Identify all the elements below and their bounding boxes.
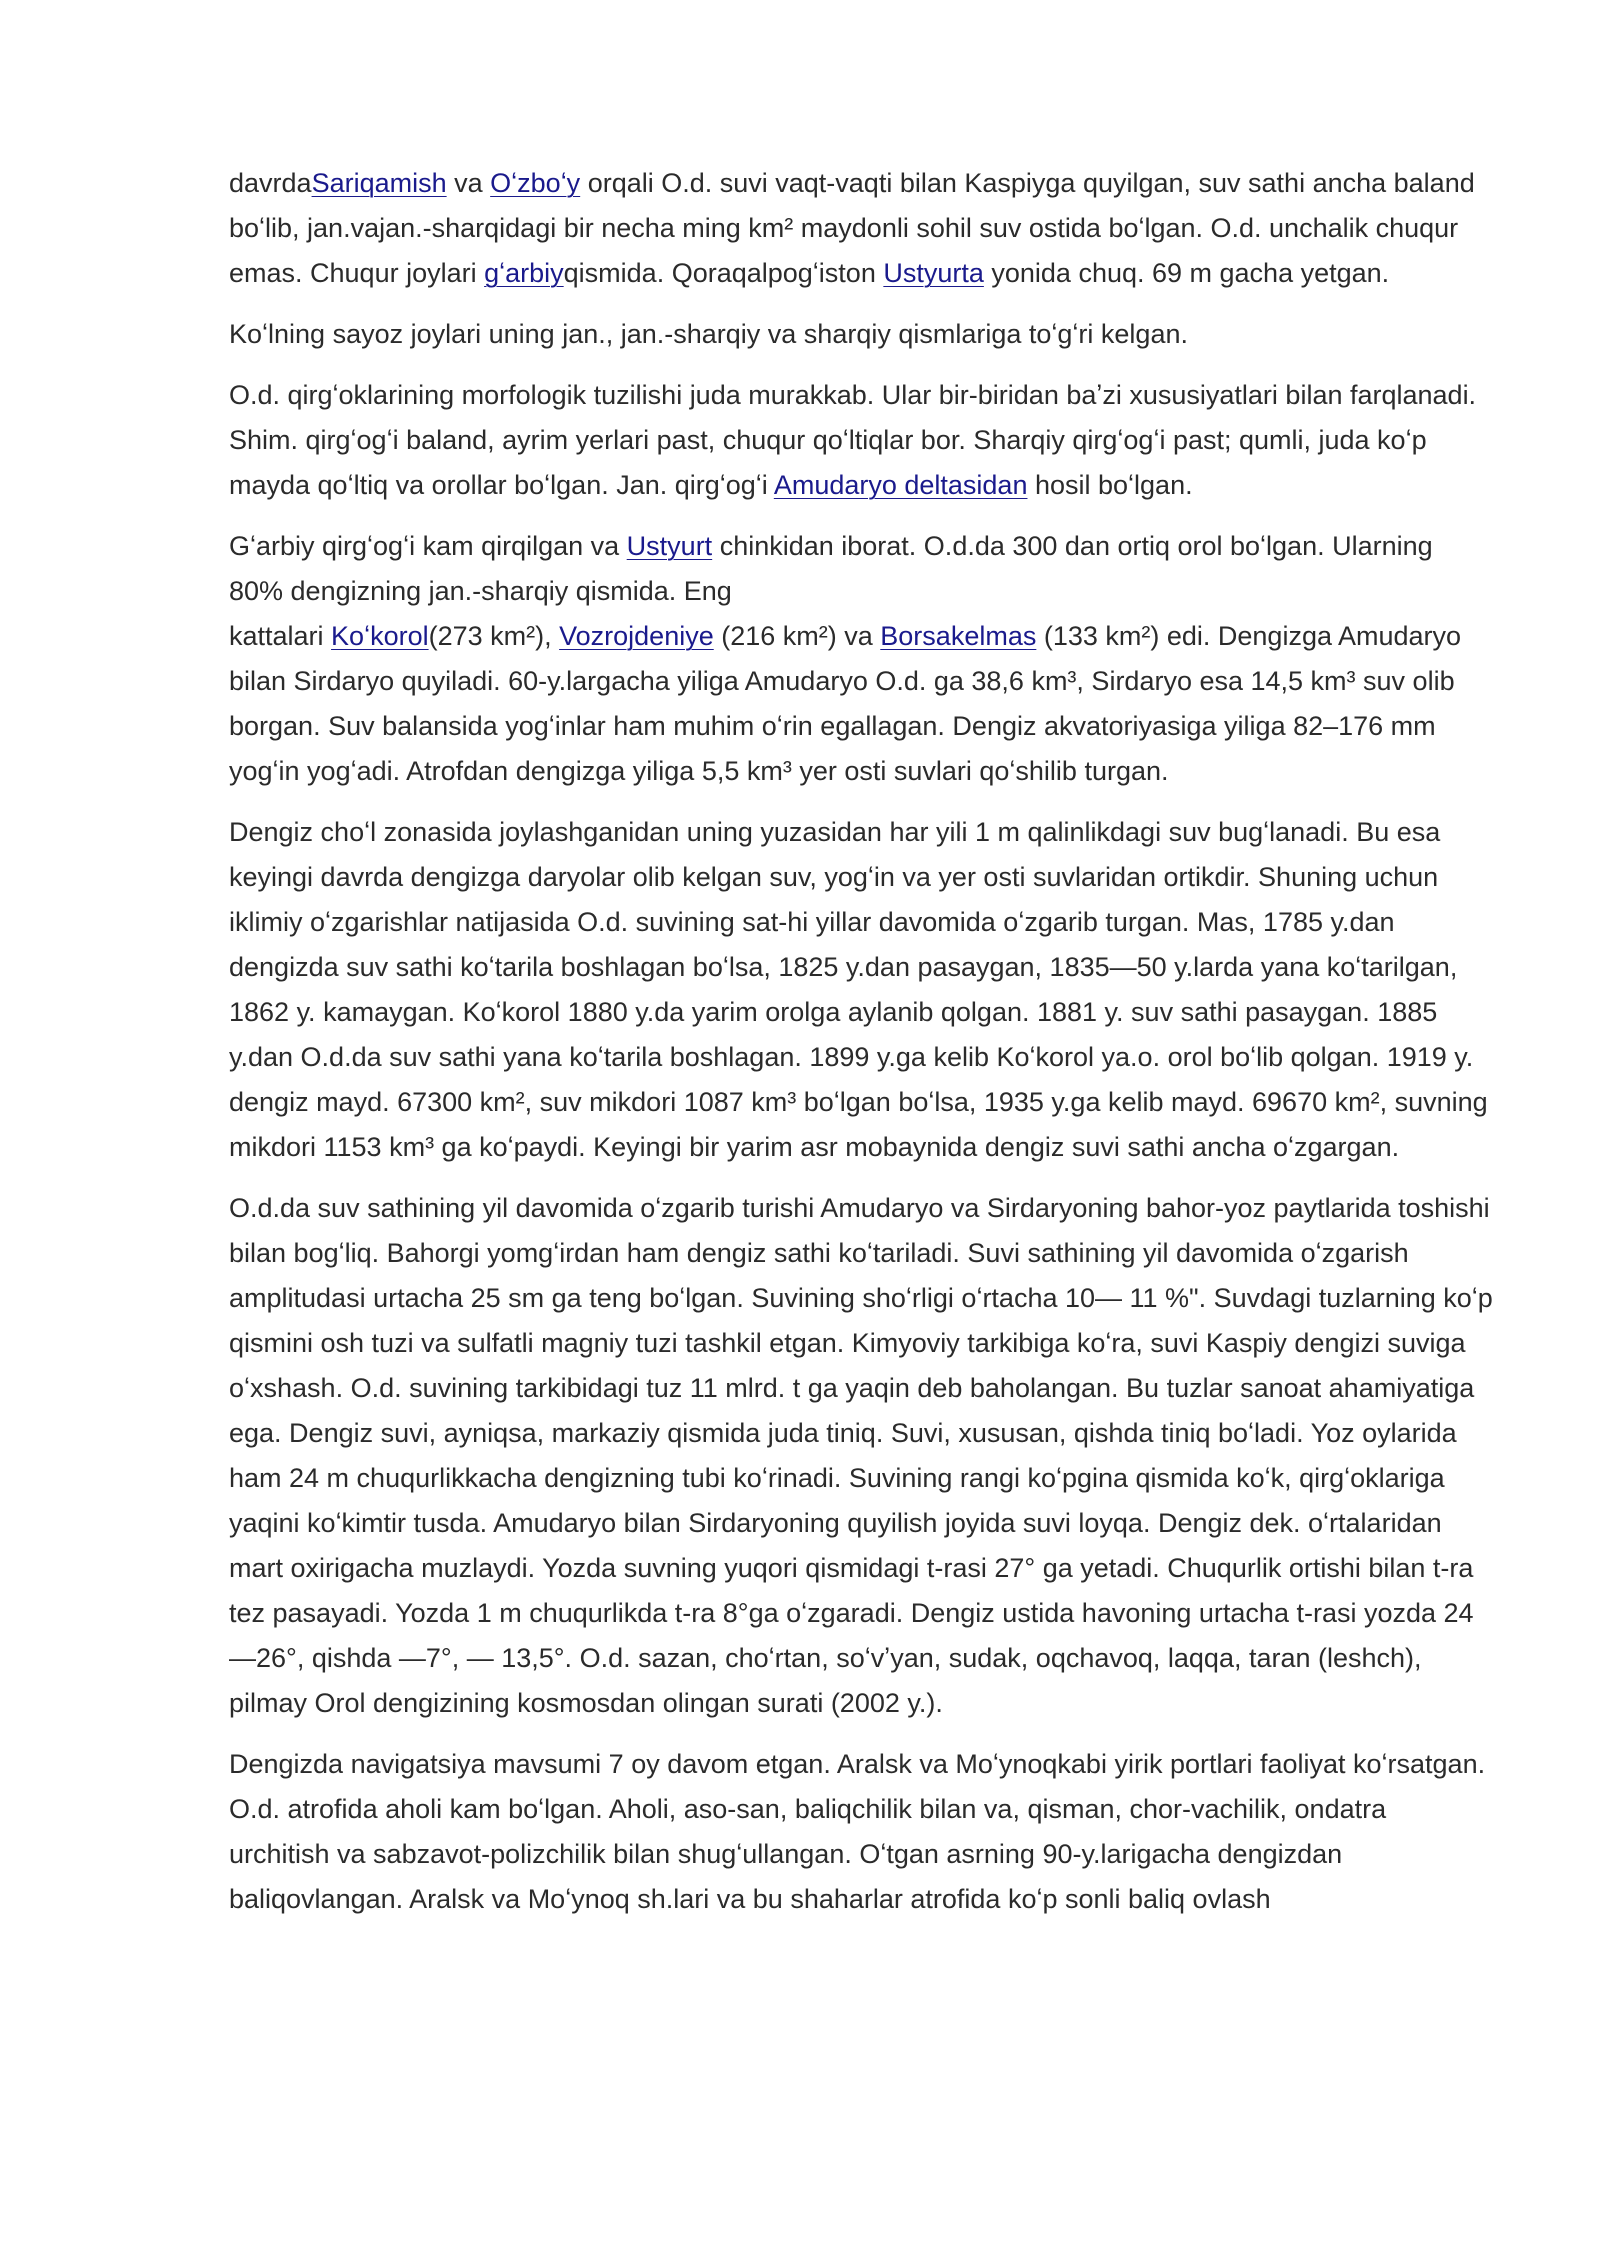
inline-link[interactable]: Sariqamish <box>311 168 447 198</box>
inline-link[interactable]: Ustyurt <box>626 531 713 561</box>
text-run: davrda <box>229 168 312 198</box>
paragraph <box>229 161 1494 296</box>
inline-link[interactable]: Oʻzboʻy <box>490 168 581 198</box>
inline-link[interactable]: Amudaryo deltasidan <box>773 470 1028 500</box>
text-run: va <box>446 168 491 198</box>
text-run: O.d. qirgʻoklarining morfologik tuzilishi juda murakkab. Ular bir-biridan baʼzi xususiyatlari bilan farqlanadi. Shim. qirgʻogʻi baland, ayrim yerlari past, chuqur qoʻltiqlar bor. Sharqiy qirgʻogʻi past; qumli, juda koʻp mayda qoʻltiq va orollar boʻlgan. Jan. qirgʻogʻi <box>229 380 1477 500</box>
text-run: Gʻarbiy qirgʻogʻi kam qirqilgan va <box>229 531 627 561</box>
inline-link[interactable]: Ustyurta <box>883 258 984 288</box>
text-run: (133 km²) edi. Dengizga Amudaryo bilan Sirdaryo quyiladi. 60-y.largacha yiliga Amudaryo O.d. ga 38,6 km³, Sirdaryo esa 14,5 km³ suv olib borgan. Suv balansida yogʻinlar ham muhim oʻrin egallagan. Dengiz akvatoriyasiga yiliga 82–176 mm yogʻin yogʻadi. Atrofdan dengizga yiliga 5,5 km³ yer osti suvlari qoʻshilib turgan. <box>229 621 1462 786</box>
text-run: (273 km²), <box>428 621 560 651</box>
text-run: (216 km²) va <box>713 621 881 651</box>
text-run: O.d.da suv sathining yil davomida oʻzgarib turishi Amudaryo va Sirdaryoning bahor-yoz paytlarida toshishi bilan bogʻliq. Bahorgi yomgʻirdan ham dengiz sathi koʻtariladi. Suvi sathining yil davomida oʻzgarish amplitudasi urtacha 25 sm ga teng boʻlgan. Suvining shoʻrligi oʻrtacha 10— 11 %". Suvdagi tuzlarning koʻp qismini osh tuzi va sulfatli magniy tuzi tashkil etgan. Kimyoviy tarkibiga koʻra, suvi Kaspiy dengizi suviga oʻxshash. O.d. suvining tarkibidagi tuz 11 mlrd. t ga yaqin deb baholangan. Bu tuzlar sanoat ahamiyatiga ega. Dengiz suvi, ayniqsa, markaziy qismida juda tiniq. Suvi, xususan, qishda tiniq boʻladi. Yoz oylarida ham 24 m chuqurlikkacha dengizning tubi koʻrinadi. Suvining rangi koʻpgina qismida koʻk, qirgʻoklariga yaqini koʻkimtir tusda. Amudaryo bilan Sirdaryoning quyilish joyida suvi loyqa. Dengiz dek. oʻrtalaridan mart oxirigacha muzlaydi. Yozda suvning yuqori qismidagi t-rasi 27° ga yetadi. Chuqurlik ortishi bilan t-ra tez pasayadi. Yozda 1 m chuqurlikda t-ra 8°ga oʻzgaradi. Dengiz ustida havoning urtacha t-rasi yozda 24—26°, qishda —7°, — 13,5°. O.d. sazan, choʻrtan, soʻvʼyan, sudak, oqchavoq, laqqa, taran (leshch), pilmay Orol dengizining kosmosdan olingan surati (2002 y.). <box>229 1193 1493 1718</box>
paragraph <box>229 810 1494 1170</box>
inline-link[interactable]: gʻarbiy <box>484 258 564 288</box>
text-run: qismida. Qoraqalpogʻiston <box>563 258 884 288</box>
paragraph <box>229 373 1494 508</box>
paragraph <box>229 1186 1494 1726</box>
paragraph <box>229 524 1494 794</box>
text-run: Dengiz choʻl zonasida joylashganidan uning yuzasidan har yili 1 m qalinlikdagi suv bugʻlanadi. Bu esa keyingi davrda dengizga daryolar olib kelgan suv, yogʻin va yer osti suvlaridan ortikdir. Shuning uchun iklimiy oʻzgarishlar natijasida O.d. suvining sat-hi yillar davomida oʻzgarib turgan. Mas, 1785 y.dan dengizda suv sathi koʻtarila boshlagan boʻlsa, 1825 y.dan pasaygan, 1835—50 y.larda yana koʻtarilgan, 1862 y. kamaygan. Koʻkorol 1880 y.da yarim orolga aylanib qolgan. 1881 y. suv sathi pasaygan. 1885 y.dan O.d.da suv sathi yana koʻtarila boshlagan. 1899 y.ga kelib Koʻkorol ya.o. orol boʻlib qolgan. 1919 y. dengiz mayd. 67300 km², suv mikdori 1087 km³ boʻlgan boʻlsa, 1935 y.ga kelib mayd. 69670 km², suvning mikdori 1153 km³ ga koʻpaydi. Keyingi bir yarim asr mobaynida dengiz suvi sathi ancha oʻzgargan. <box>229 817 1488 1162</box>
inline-link[interactable]: Vozrojdeniye <box>559 621 714 651</box>
text-run: kattalari <box>229 621 332 651</box>
paragraph <box>229 312 1494 357</box>
text-run: Koʻlning sayoz joylari uning jan., jan.-sharqiy va sharqiy qismlariga toʻgʻri kelgan. <box>229 319 1188 349</box>
document-body <box>229 161 1494 1938</box>
text-run: orqali O.d. suvi vaqt-vaqti bilan Kaspiyga quyilgan, suv sathi ancha baland boʻlib, jan.vajan.-sharqidagi bir necha ming km² maydonli sohil suv ostida boʻlgan. O.d. unchalik chuqur emas. Chuqur joylari <box>229 168 1475 288</box>
inline-link[interactable]: Koʻkorol <box>331 621 429 651</box>
text-run: chinkidan iborat. O.d.da 300 dan ortiq orol boʻlgan. Ularning 80% dengizning jan.-sharqiy qismida. Eng <box>229 531 1433 606</box>
text-run: hosil boʻlgan. <box>1027 470 1193 500</box>
paragraph <box>229 1742 1494 1922</box>
text-run: yonida chuq. 69 m gacha yetgan. <box>983 258 1390 288</box>
text-run: Dengizda navigatsiya mavsumi 7 oy davom etgan. Aralsk va Moʻynoqkabi yirik portlari faoliyat koʻrsatgan. O.d. atrofida aholi kam boʻlgan. Aholi, aso-san, baliqchilik bilan va, qisman, chor-vachilik, ondatra urchitish va sabzavot-polizchilik bilan shugʻullangan. Oʻtgan asrning 90-y.larigacha dengizdan baliqovlangan. Aralsk va Moʻynoq sh.lari va bu shaharlar atrofida koʻp sonli baliq ovlash <box>229 1749 1486 1914</box>
inline-link[interactable]: Borsakelmas <box>880 621 1037 651</box>
